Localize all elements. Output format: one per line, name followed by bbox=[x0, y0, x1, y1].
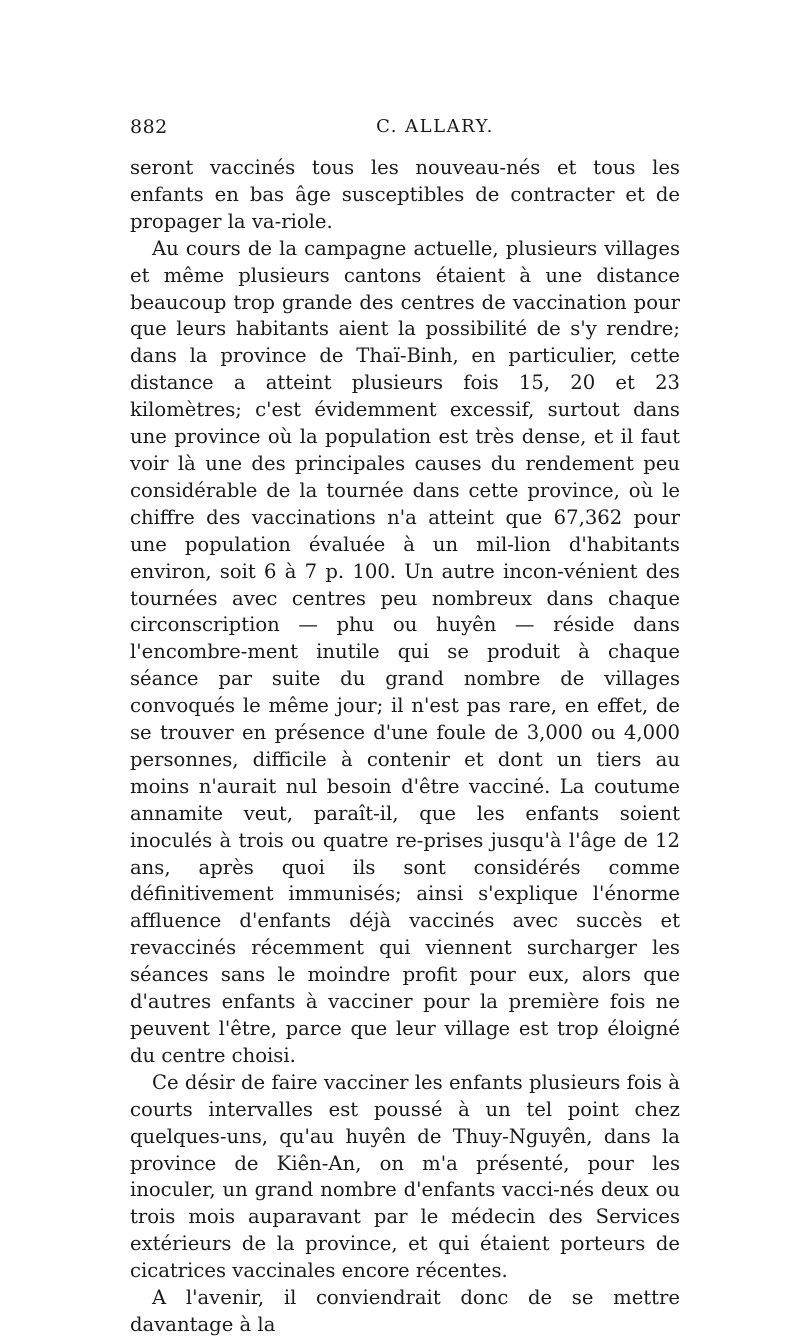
running-title: C. ALLARY. bbox=[376, 116, 494, 137]
paragraph-continuation: seront vaccinés tous les nouveau-nés et tous les enfants en bas âge susceptibles de contracter et de propager la va-riole. bbox=[130, 156, 680, 233]
paragraph-future: A l'avenir, il conviendrait donc de se mettre davantage à la bbox=[130, 1286, 680, 1336]
body-text bbox=[130, 155, 680, 1339]
running-head bbox=[130, 116, 680, 146]
page-number: 882 bbox=[130, 116, 168, 138]
paragraph-repeated-vaccination: Ce désir de faire vacciner les enfants plusieurs fois à courts intervalles est poussé à un tel point chez quelques-uns, qu'au huyên de Thuy-Nguyên, dans la province de Kiên-An, on m'a présenté, pour les inoculer, un grand nombre d'enfants vacci-nés deux ou trois mois auparavant par le médecin des Services extérieurs de la province, et qui étaient porteurs de cicatrices vaccinales encore récentes. bbox=[130, 1070, 680, 1283]
paragraph-vaccination-campaign: Au cours de la campagne actuelle, plusieurs villages et même plusieurs cantons étaient à une distance beaucoup trop grande des centres de vaccination pour que leurs habitants aient la possibilité de s'y rendre; dans la province de Thaï-Binh, en particulier, cette distance a atteint plusieurs fois 15, 20 et 23 kilomètres; c'est évidemment excessif, surtout dans une province où la population est très dense, et il faut voir là une des principales causes du rendement peu considérable de la tournée dans cette province, où le chiffre des vaccinations n'a atteint que 67,362 pour une population évaluée à un mil-lion d'habitants environ, soit 6 à 7 p. 100. Un autre incon-vénient des tournées avec centres peu nombreux dans chaque circonscription — phu ou huyên — réside dans l'encombre-ment inutile qui se produit à chaque séance par suite du grand nombre de villages convoqués le même jour; il n'est pas rare, en effet, de se trouver en présence d'une foule de 3,000 ou 4,000 personnes, difficile à contenir et dont un tiers au moins n'aurait nul besoin d'être vacciné. La coutume annamite veut, paraît-il, que les enfants soient inoculés à trois ou quatre re-prises jusqu'à l'âge de 12 ans, après quoi ils sont considérés comme définitivement immunisés; ainsi s'explique l'énorme affluence d'enfants déjà vaccinés avec succès et revaccinés récemment qui viennent surcharger les séances sans le moindre profit pour eux, alors que d'autres enfants à vacciner pour la première fois ne peuvent l'être, parce que leur village est trop éloigné du centre choisi. bbox=[130, 236, 680, 1067]
